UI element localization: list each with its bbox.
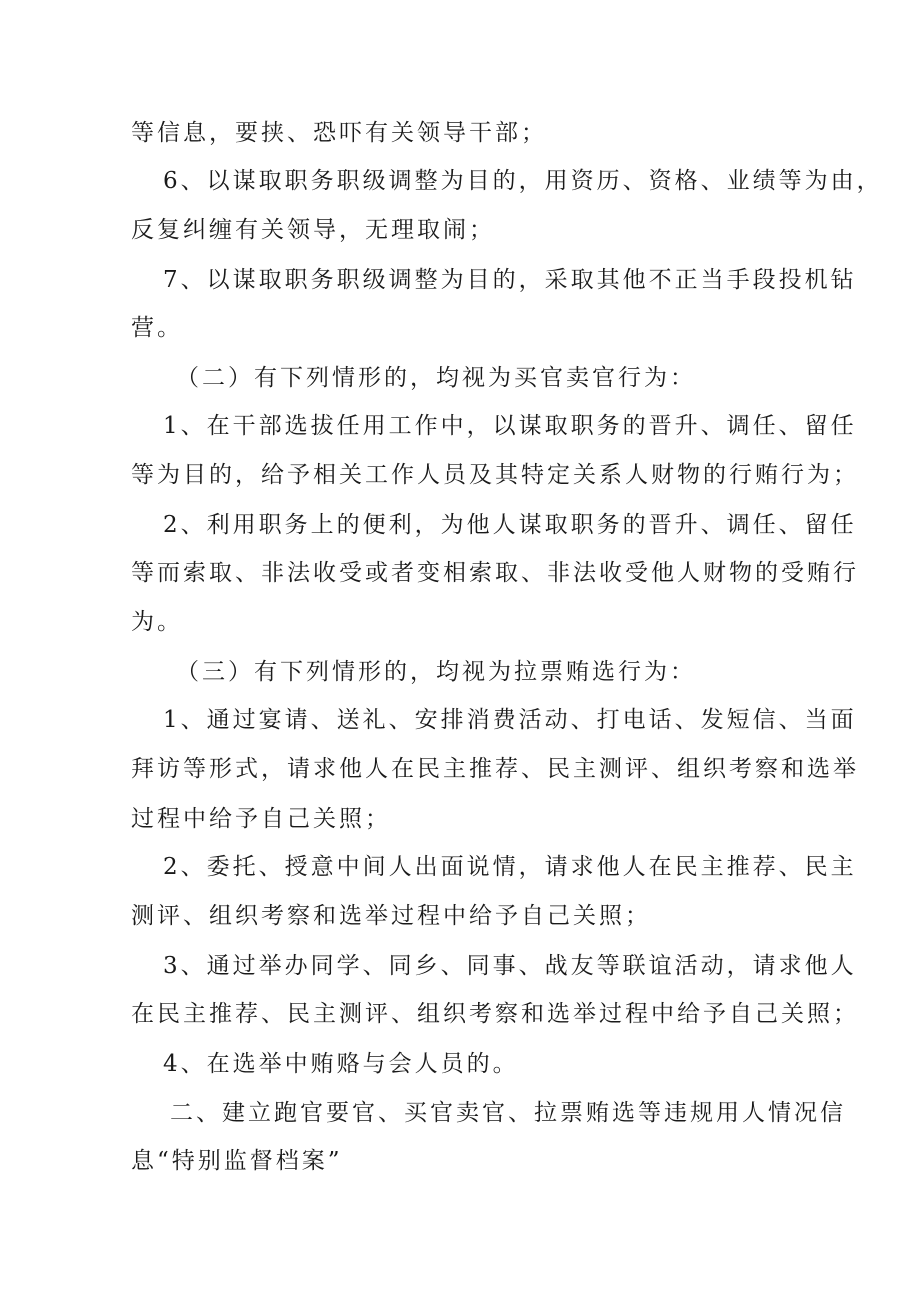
text-line: 等而索取、非法收受或者变相索取、非法收受他人财物的受贿行: [131, 560, 859, 586]
text-line: 反复纠缠有关领导，无理取闹；: [131, 217, 495, 243]
text-line: 等信息，要挟、恐吓有关领导干部；: [131, 120, 547, 146]
section-heading: 息“特别监督档案”: [131, 1148, 343, 1174]
section-heading: （三）有下列情形的，均视为拉票贿选行为：: [176, 659, 696, 685]
text-line: 1、在干部选拔任用工作中，以谋取职务的晋升、调任、留任: [163, 413, 857, 439]
text-line: 6、以谋取职务职级调整为目的，用资历、资格、业绩等为由，: [163, 168, 883, 194]
text-line: 为。: [131, 609, 183, 635]
section-heading: 二、建立跑官要官、买官卖官、拉票贿选等违规用人情况信: [170, 1100, 846, 1126]
text-line: 2、委托、授意中间人出面说情，请求他人在民主推荐、民主: [163, 854, 857, 880]
text-line: 在民主推荐、民主测评、组织考察和选举过程中给予自己关照；: [131, 1001, 859, 1027]
text-line: 过程中给予自己关照；: [131, 806, 391, 832]
text-line: 3、通过举办同学、同乡、同事、战友等联谊活动，请求他人: [163, 953, 857, 979]
text-line: 4、在选举中贿赂与会人员的。: [163, 1051, 519, 1077]
text-line: 等为目的，给予相关工作人员及其特定关系人财物的行贿行为；: [131, 462, 859, 488]
text-line: 2、利用职务上的便利，为他人谋取职务的晋升、调任、留任: [163, 512, 857, 538]
text-line: 营。: [131, 315, 183, 341]
text-line: 测评、组织考察和选举过程中给予自己关照；: [131, 903, 651, 929]
text-line: 7、以谋取职务职级调整为目的，采取其他不正当手段投机钻: [163, 267, 857, 293]
section-heading: （二）有下列情形的，均视为买官卖官行为：: [176, 365, 696, 391]
text-line: 1、通过宴请、送礼、安排消费活动、打电话、发短信、当面: [163, 707, 857, 733]
text-line: 拜访等形式，请求他人在民主推荐、民主测评、组织考察和选举: [131, 756, 859, 782]
